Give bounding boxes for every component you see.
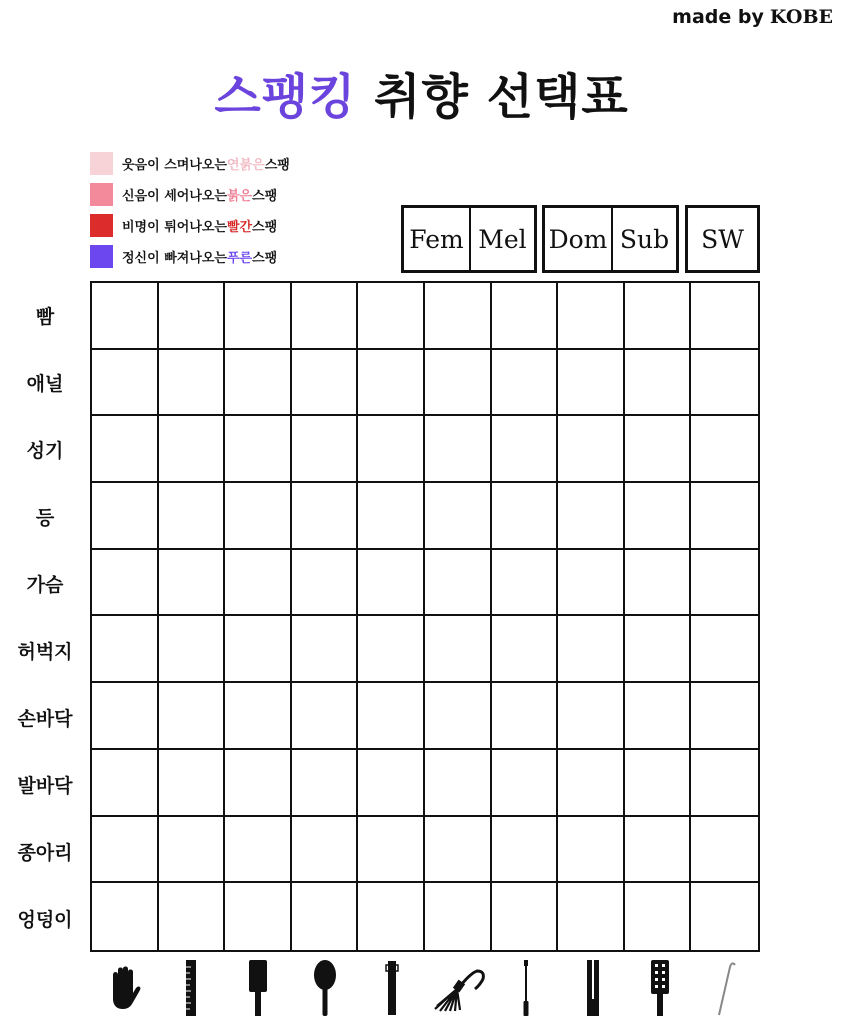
legend-item [90, 241, 290, 272]
grid-cell[interactable] [625, 683, 692, 750]
row-label: 허벅지 [17, 641, 73, 664]
grid-cell[interactable] [159, 483, 226, 550]
position-box-dom-sub [542, 205, 679, 273]
grid-cell[interactable] [292, 416, 359, 483]
position-cell[interactable]: Sub [611, 208, 676, 270]
legend [90, 148, 290, 272]
grid-cell[interactable] [225, 283, 292, 350]
riding-crop-icon [520, 959, 532, 1017]
grid-cell[interactable] [159, 550, 226, 617]
legend-swatch [90, 152, 113, 175]
legend-suffix: 스팽 [252, 251, 278, 266]
credit [672, 6, 833, 28]
grid-cell[interactable] [225, 883, 292, 950]
position-cell[interactable]: SW [701, 224, 744, 254]
paddle-icon [247, 959, 269, 1017]
ruler-icon [184, 959, 198, 1017]
page-title [0, 58, 843, 127]
grid-cell[interactable] [492, 283, 559, 350]
grid-cell[interactable] [425, 750, 492, 817]
grid-cell[interactable] [92, 817, 159, 884]
grid-cell[interactable] [92, 550, 159, 617]
cane-icon [716, 959, 738, 1017]
tool-slot [626, 955, 693, 1021]
belt-icon [385, 959, 399, 1017]
grid-cell[interactable] [292, 883, 359, 950]
grid-cell[interactable] [92, 683, 159, 750]
grid-cell[interactable] [358, 883, 425, 950]
legend-prefix: 신음이 세어나오는 [122, 189, 227, 204]
grid-cell[interactable] [159, 817, 226, 884]
grid-cell[interactable] [358, 750, 425, 817]
grid-cell[interactable] [425, 550, 492, 617]
grid-cell[interactable] [225, 550, 292, 617]
grid-cell[interactable] [225, 750, 292, 817]
grid-cell[interactable] [159, 283, 226, 350]
grid-cell[interactable] [558, 550, 625, 617]
grid-cell[interactable] [492, 683, 559, 750]
grid-cell[interactable] [292, 750, 359, 817]
grid-cell[interactable] [358, 616, 425, 683]
position-cell[interactable]: Fem [409, 224, 464, 254]
grid-cell[interactable] [225, 817, 292, 884]
legend-highlight: 푸른 [227, 251, 253, 266]
grid-cell[interactable] [292, 683, 359, 750]
grid-cell[interactable] [691, 416, 758, 483]
grid-cell[interactable] [558, 350, 625, 417]
credit-prefix: made by [672, 6, 764, 28]
hand-icon [107, 966, 141, 1010]
grid-cell[interactable] [425, 817, 492, 884]
grid-cell[interactable] [358, 550, 425, 617]
grid-cell[interactable] [492, 416, 559, 483]
grid-cell[interactable] [92, 350, 159, 417]
grid-cell[interactable] [358, 683, 425, 750]
legend-suffix: 스팽 [252, 189, 278, 204]
grid-cell[interactable] [292, 483, 359, 550]
row-label: 손바닥 [17, 708, 73, 731]
grid-cell[interactable] [225, 616, 292, 683]
legend-prefix: 정신이 빠져나오는 [122, 251, 227, 266]
grid-cell[interactable] [625, 483, 692, 550]
grid-cell[interactable] [492, 483, 559, 550]
grid-cell[interactable] [492, 616, 559, 683]
grid-cell[interactable] [358, 483, 425, 550]
grid-cell[interactable] [492, 350, 559, 417]
legend-suffix: 스팽 [252, 220, 278, 235]
legend-item [90, 179, 290, 210]
tool-slot [693, 955, 760, 1021]
grid-cell[interactable] [92, 750, 159, 817]
position-box-fem-mel [401, 205, 537, 273]
grid-cell[interactable] [558, 416, 625, 483]
grid-cell[interactable] [225, 683, 292, 750]
grid-cell[interactable] [691, 616, 758, 683]
row-label: 가슴 [26, 573, 64, 596]
grid-cell[interactable] [425, 483, 492, 550]
grid-cell[interactable] [159, 683, 226, 750]
grid-cell[interactable] [691, 283, 758, 350]
tool-slot [492, 955, 559, 1021]
grid-cell[interactable] [691, 883, 758, 950]
grid-cell[interactable] [625, 883, 692, 950]
grid-cell[interactable] [358, 283, 425, 350]
grid-cell[interactable] [625, 416, 692, 483]
grid-cell[interactable] [159, 416, 226, 483]
grid-cell[interactable] [691, 550, 758, 617]
studded-paddle-icon [649, 959, 671, 1017]
grid-cell[interactable] [625, 817, 692, 884]
tawse-icon [585, 959, 601, 1017]
tool-slot [291, 955, 358, 1021]
grid-cell[interactable] [625, 616, 692, 683]
grid-cell[interactable] [558, 750, 625, 817]
grid-cell[interactable] [292, 550, 359, 617]
tool-slot [157, 955, 224, 1021]
grid-cell[interactable] [358, 416, 425, 483]
grid-cell[interactable] [225, 416, 292, 483]
grid-cell[interactable] [625, 550, 692, 617]
grid-cell[interactable] [558, 817, 625, 884]
row-label: 종아리 [17, 842, 73, 865]
tool-slot [425, 955, 492, 1021]
grid-cell[interactable] [292, 817, 359, 884]
grid-cell[interactable] [225, 483, 292, 550]
grid-cell[interactable] [691, 750, 758, 817]
legend-highlight: 빨간 [227, 220, 253, 235]
grid-cell[interactable] [625, 750, 692, 817]
legend-item [90, 210, 290, 241]
grid-cell[interactable] [558, 483, 625, 550]
grid-cell[interactable] [558, 683, 625, 750]
row-label: 엉덩이 [17, 909, 73, 932]
grid-cell[interactable] [691, 817, 758, 884]
grid-cell[interactable] [425, 616, 492, 683]
position-cell[interactable]: Dom [548, 224, 608, 254]
legend-prefix: 웃음이 스며나오는 [122, 158, 227, 173]
grid-cell[interactable] [691, 683, 758, 750]
grid-cell[interactable] [159, 350, 226, 417]
grid-cell[interactable] [92, 483, 159, 550]
flogger-icon [431, 963, 487, 1013]
tool-slot [358, 955, 425, 1021]
grid-cell[interactable] [159, 750, 226, 817]
grid-cell[interactable] [92, 883, 159, 950]
grid-cell[interactable] [691, 483, 758, 550]
legend-suffix: 스팽 [264, 158, 290, 173]
grid-cell[interactable] [558, 283, 625, 350]
preference-grid [90, 281, 760, 952]
row-label: 성기 [26, 439, 64, 462]
legend-item [90, 148, 290, 179]
grid-cell[interactable] [292, 283, 359, 350]
tool-slot [559, 955, 626, 1021]
legend-highlight: 붉은 [227, 189, 253, 204]
grid-cell[interactable] [425, 683, 492, 750]
credit-brand: KOBE [769, 6, 833, 28]
tool-slot [224, 955, 291, 1021]
grid-cell[interactable] [625, 350, 692, 417]
grid-cell[interactable] [425, 416, 492, 483]
grid-cell[interactable] [558, 883, 625, 950]
legend-swatch [90, 214, 113, 237]
position-box-sw [685, 205, 760, 273]
grid-cell[interactable] [492, 883, 559, 950]
grid-cell[interactable] [92, 283, 159, 350]
row-label: 발바닥 [17, 775, 73, 798]
grid-cell[interactable] [558, 616, 625, 683]
grid-cell[interactable] [92, 416, 159, 483]
legend-highlight: 연붉은 [227, 158, 265, 173]
grid-cell[interactable] [425, 883, 492, 950]
legend-swatch [90, 245, 113, 268]
tool-slot [90, 955, 157, 1021]
legend-prefix: 비명이 튀어나오는 [122, 220, 227, 235]
row-label: 애널 [26, 372, 64, 395]
hairbrush-icon [312, 959, 338, 1017]
grid-cell[interactable] [492, 817, 559, 884]
grid-cell[interactable] [358, 350, 425, 417]
position-cell[interactable]: Mel [469, 208, 534, 270]
tool-row [90, 955, 760, 1021]
legend-swatch [90, 183, 113, 206]
grid-cell[interactable] [358, 817, 425, 884]
grid-cell[interactable] [691, 350, 758, 417]
title-accent: 스팽킹 [214, 69, 357, 125]
grid-cell[interactable] [92, 616, 159, 683]
grid-cell[interactable] [292, 616, 359, 683]
grid-cell[interactable] [225, 350, 292, 417]
grid-cell[interactable] [492, 750, 559, 817]
grid-cell[interactable] [492, 550, 559, 617]
title-rest: 취향 선택표 [356, 69, 629, 125]
grid-cell[interactable] [159, 616, 226, 683]
grid-cell[interactable] [425, 350, 492, 417]
row-label: 등 [35, 506, 55, 529]
row-label: 빰 [35, 305, 55, 328]
grid-cell[interactable] [625, 283, 692, 350]
grid-cell[interactable] [159, 883, 226, 950]
grid-cell[interactable] [425, 283, 492, 350]
grid-cell[interactable] [292, 350, 359, 417]
